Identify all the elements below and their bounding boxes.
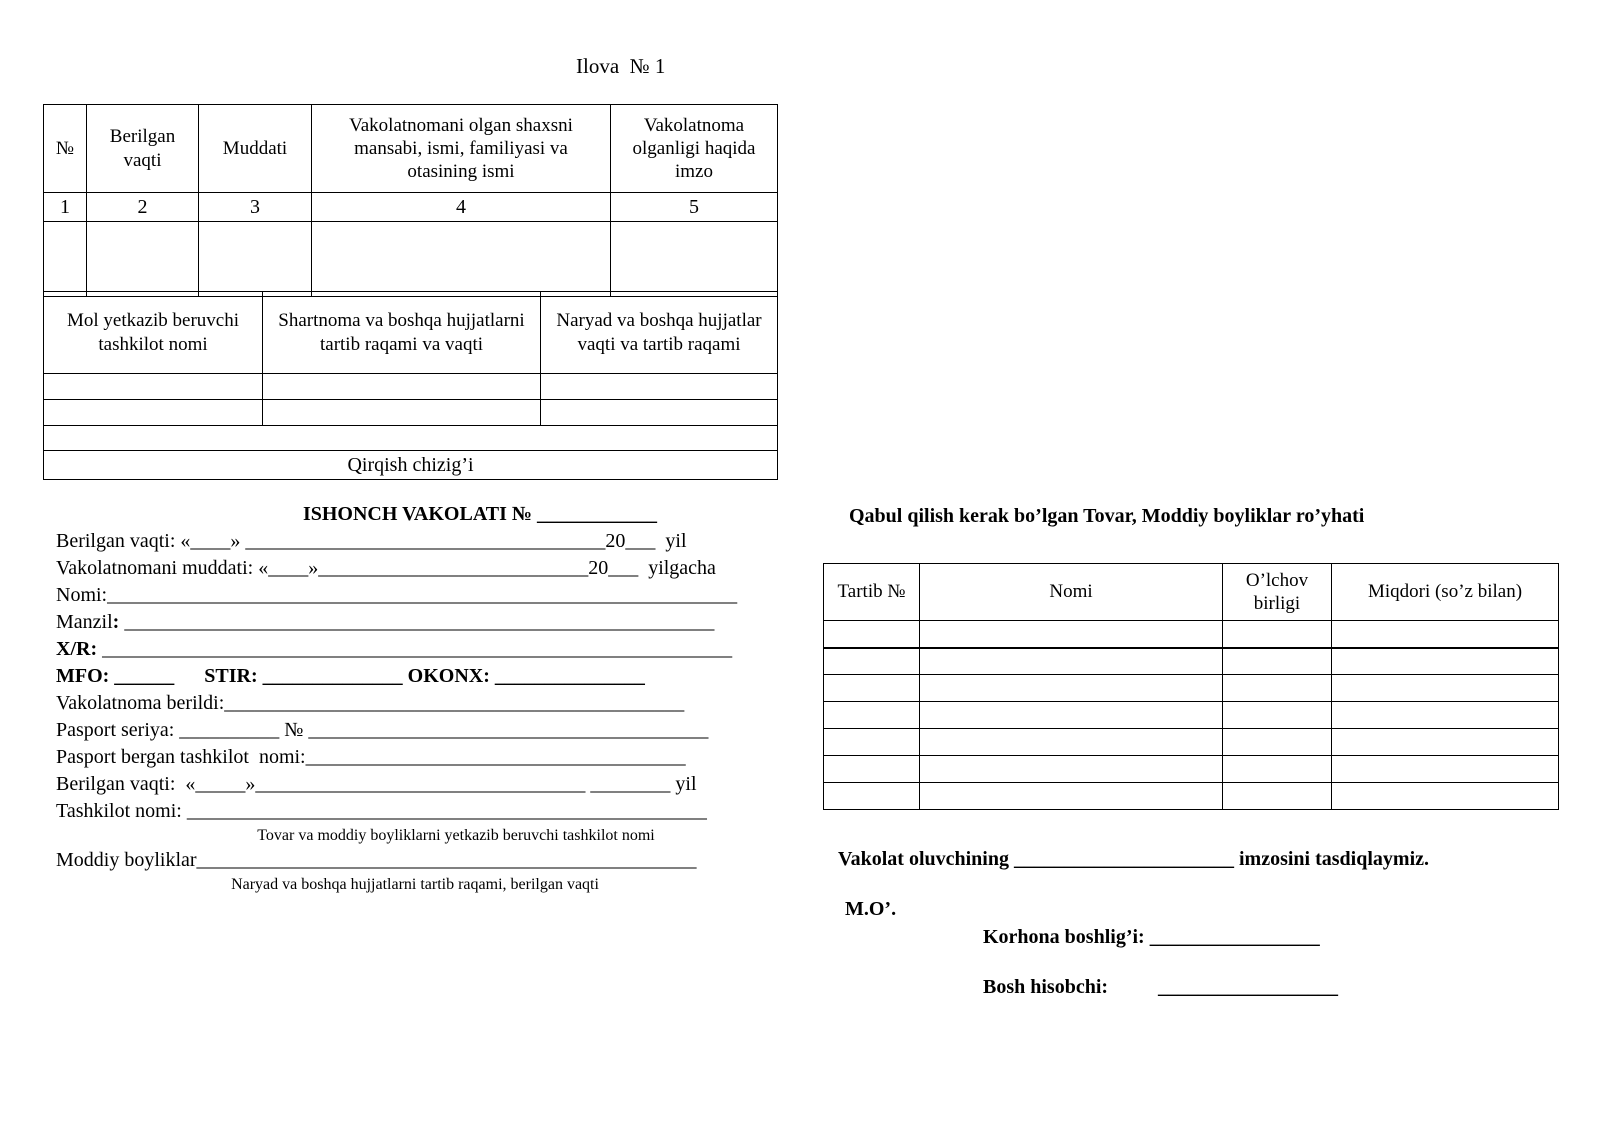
- column-header-order: Naryad va boshqa hujjatlar vaqti va tartib raqami: [541, 292, 778, 374]
- organization-line: Tashkilot nomi: ____________________________________________________: [56, 800, 707, 822]
- empty-cell: [920, 756, 1223, 783]
- column-number: 4: [312, 193, 611, 222]
- empty-cell: [263, 374, 541, 400]
- column-header-contract: Shartnoma va boshqa hujjatlarni tartib raqami va vaqti: [263, 292, 541, 374]
- column-header-signature: Vakolatnoma olganligi haqida imzo: [611, 105, 778, 193]
- registry-header-row: [44, 105, 778, 193]
- goods-header-row: [824, 564, 1559, 621]
- empty-cell: [1223, 702, 1332, 729]
- empty-cell: [44, 374, 263, 400]
- column-header-quantity: Miqdori (so’z bilan): [1332, 564, 1559, 621]
- empty-cell: [824, 621, 920, 648]
- empty-cell: [920, 702, 1223, 729]
- voucher-form: [56, 501, 756, 896]
- goods-line: Moddiy boyliklar__________________________________________________: [56, 849, 697, 871]
- empty-cell: [1223, 675, 1332, 702]
- cut-line-row: [44, 451, 778, 480]
- registry-table: [43, 104, 778, 297]
- column-header-number: №: [44, 105, 87, 193]
- empty-cell: [824, 783, 920, 810]
- empty-cell: [44, 400, 263, 426]
- supplier-empty-row: [44, 374, 778, 400]
- column-number: 2: [87, 193, 199, 222]
- column-header-term: Muddati: [199, 105, 312, 193]
- passport-issuer-line: Pasport bergan tashkilot nomi:______________________________________: [56, 746, 686, 768]
- empty-cell: [1332, 675, 1559, 702]
- empty-cell: [1332, 729, 1559, 756]
- column-number: 1: [44, 193, 87, 222]
- empty-cell: [920, 675, 1223, 702]
- bank-codes-line: MFO: ______ STIR: ______________ OKONX: _______________: [56, 665, 645, 687]
- address-line: Manzil: ___________________________________________________________: [56, 611, 715, 633]
- goods-empty-row: [824, 729, 1559, 756]
- confirmation-line: Vakolat oluvchining ______________________ imzosini tasdiqlaymiz.: [838, 848, 1429, 870]
- supplier-caption: Tovar va moddiy boyliklarni yetkazib beruvchi tashkilot nomi: [257, 827, 655, 844]
- registry-numbers-row: [44, 193, 778, 222]
- empty-cell: [541, 400, 778, 426]
- name-line: Nomi:_______________________________________________________________: [56, 584, 738, 606]
- goods-empty-row: [824, 621, 1559, 648]
- goods-empty-row: [824, 756, 1559, 783]
- empty-cell: [920, 648, 1223, 675]
- empty-cell: [1223, 783, 1332, 810]
- empty-cell: [824, 756, 920, 783]
- empty-cell: [1332, 621, 1559, 648]
- empty-cell: [199, 222, 312, 297]
- column-number: 5: [611, 193, 778, 222]
- stamp-place-label: M.O’.: [845, 898, 897, 920]
- empty-cell: [1223, 756, 1332, 783]
- full-width-empty-row: [44, 426, 778, 451]
- supplier-header-row: [44, 292, 778, 374]
- empty-cell: [824, 729, 920, 756]
- empty-cell: [1332, 702, 1559, 729]
- column-header-index: Tartib №: [824, 564, 920, 621]
- issued-date-line: Berilgan vaqti: «____» ____________________________________20___ yil: [56, 530, 687, 552]
- empty-cell: [824, 702, 920, 729]
- empty-cell: [541, 374, 778, 400]
- passport-date-line: Berilgan vaqti: «_____»_________________________________ ________ yil: [56, 773, 697, 795]
- column-header-unit: O’lchov birligi: [1223, 564, 1332, 621]
- empty-cell: [824, 675, 920, 702]
- goods-empty-row: [824, 702, 1559, 729]
- empty-cell: [1332, 756, 1559, 783]
- empty-cell: [312, 222, 611, 297]
- empty-cell: [87, 222, 199, 297]
- goods-list-title: Qabul qilish kerak bo’lgan Tovar, Moddiy boyliklar ro’yhati: [849, 505, 1365, 527]
- empty-cell: [263, 400, 541, 426]
- validity-line: Vakolatnomani muddati: «____»___________________________20___ yilgacha: [56, 557, 716, 579]
- empty-cell: [824, 648, 920, 675]
- order-caption: Naryad va boshqa hujjatlarni tartib raqami, berilgan vaqti: [231, 876, 599, 893]
- goods-empty-row: [824, 648, 1559, 675]
- column-header-name: Nomi: [920, 564, 1223, 621]
- passport-series-line: Pasport seriya: __________ № ________________________________________: [56, 719, 709, 741]
- goods-empty-row: [824, 783, 1559, 810]
- empty-cell: [1332, 648, 1559, 675]
- column-header-person: Vakolatnomani olgan shaxsni mansabi, ismi, familiyasi va otasining ismi: [312, 105, 611, 193]
- empty-cell: [44, 222, 87, 297]
- accountant-signature-line: Bosh hisobchi: __________________: [983, 976, 1339, 998]
- account-line: X/R: _______________________________________________________________: [56, 638, 733, 660]
- supplier-table: [43, 291, 778, 480]
- appendix-title: Ilova № 1: [576, 54, 666, 78]
- empty-cell: [1223, 729, 1332, 756]
- empty-cell: [920, 621, 1223, 648]
- empty-cell: [920, 783, 1223, 810]
- empty-cell: [44, 426, 778, 451]
- empty-cell: [1332, 783, 1559, 810]
- column-header-issued-date: Berilgan vaqti: [87, 105, 199, 193]
- column-header-supplier: Mol yetkazib beruvchi tashkilot nomi: [44, 292, 263, 374]
- supplier-empty-row: [44, 400, 778, 426]
- goods-table: [823, 563, 1559, 810]
- empty-cell: [1223, 648, 1332, 675]
- empty-cell: [920, 729, 1223, 756]
- registry-empty-row: [44, 222, 778, 297]
- director-signature-line: Korhona boshlig’i: _________________: [983, 926, 1320, 948]
- empty-cell: [611, 222, 778, 297]
- cut-line-label: Qirqish chizig’i: [44, 451, 778, 480]
- goods-table-body: [824, 621, 1559, 810]
- empty-cell: [1223, 621, 1332, 648]
- issued-to-line: Vakolatnoma berildi:______________________________________________: [56, 692, 685, 714]
- goods-empty-row: [824, 675, 1559, 702]
- voucher-title: ISHONCH VAKOLATI № ____________: [302, 503, 658, 525]
- column-number: 3: [199, 193, 312, 222]
